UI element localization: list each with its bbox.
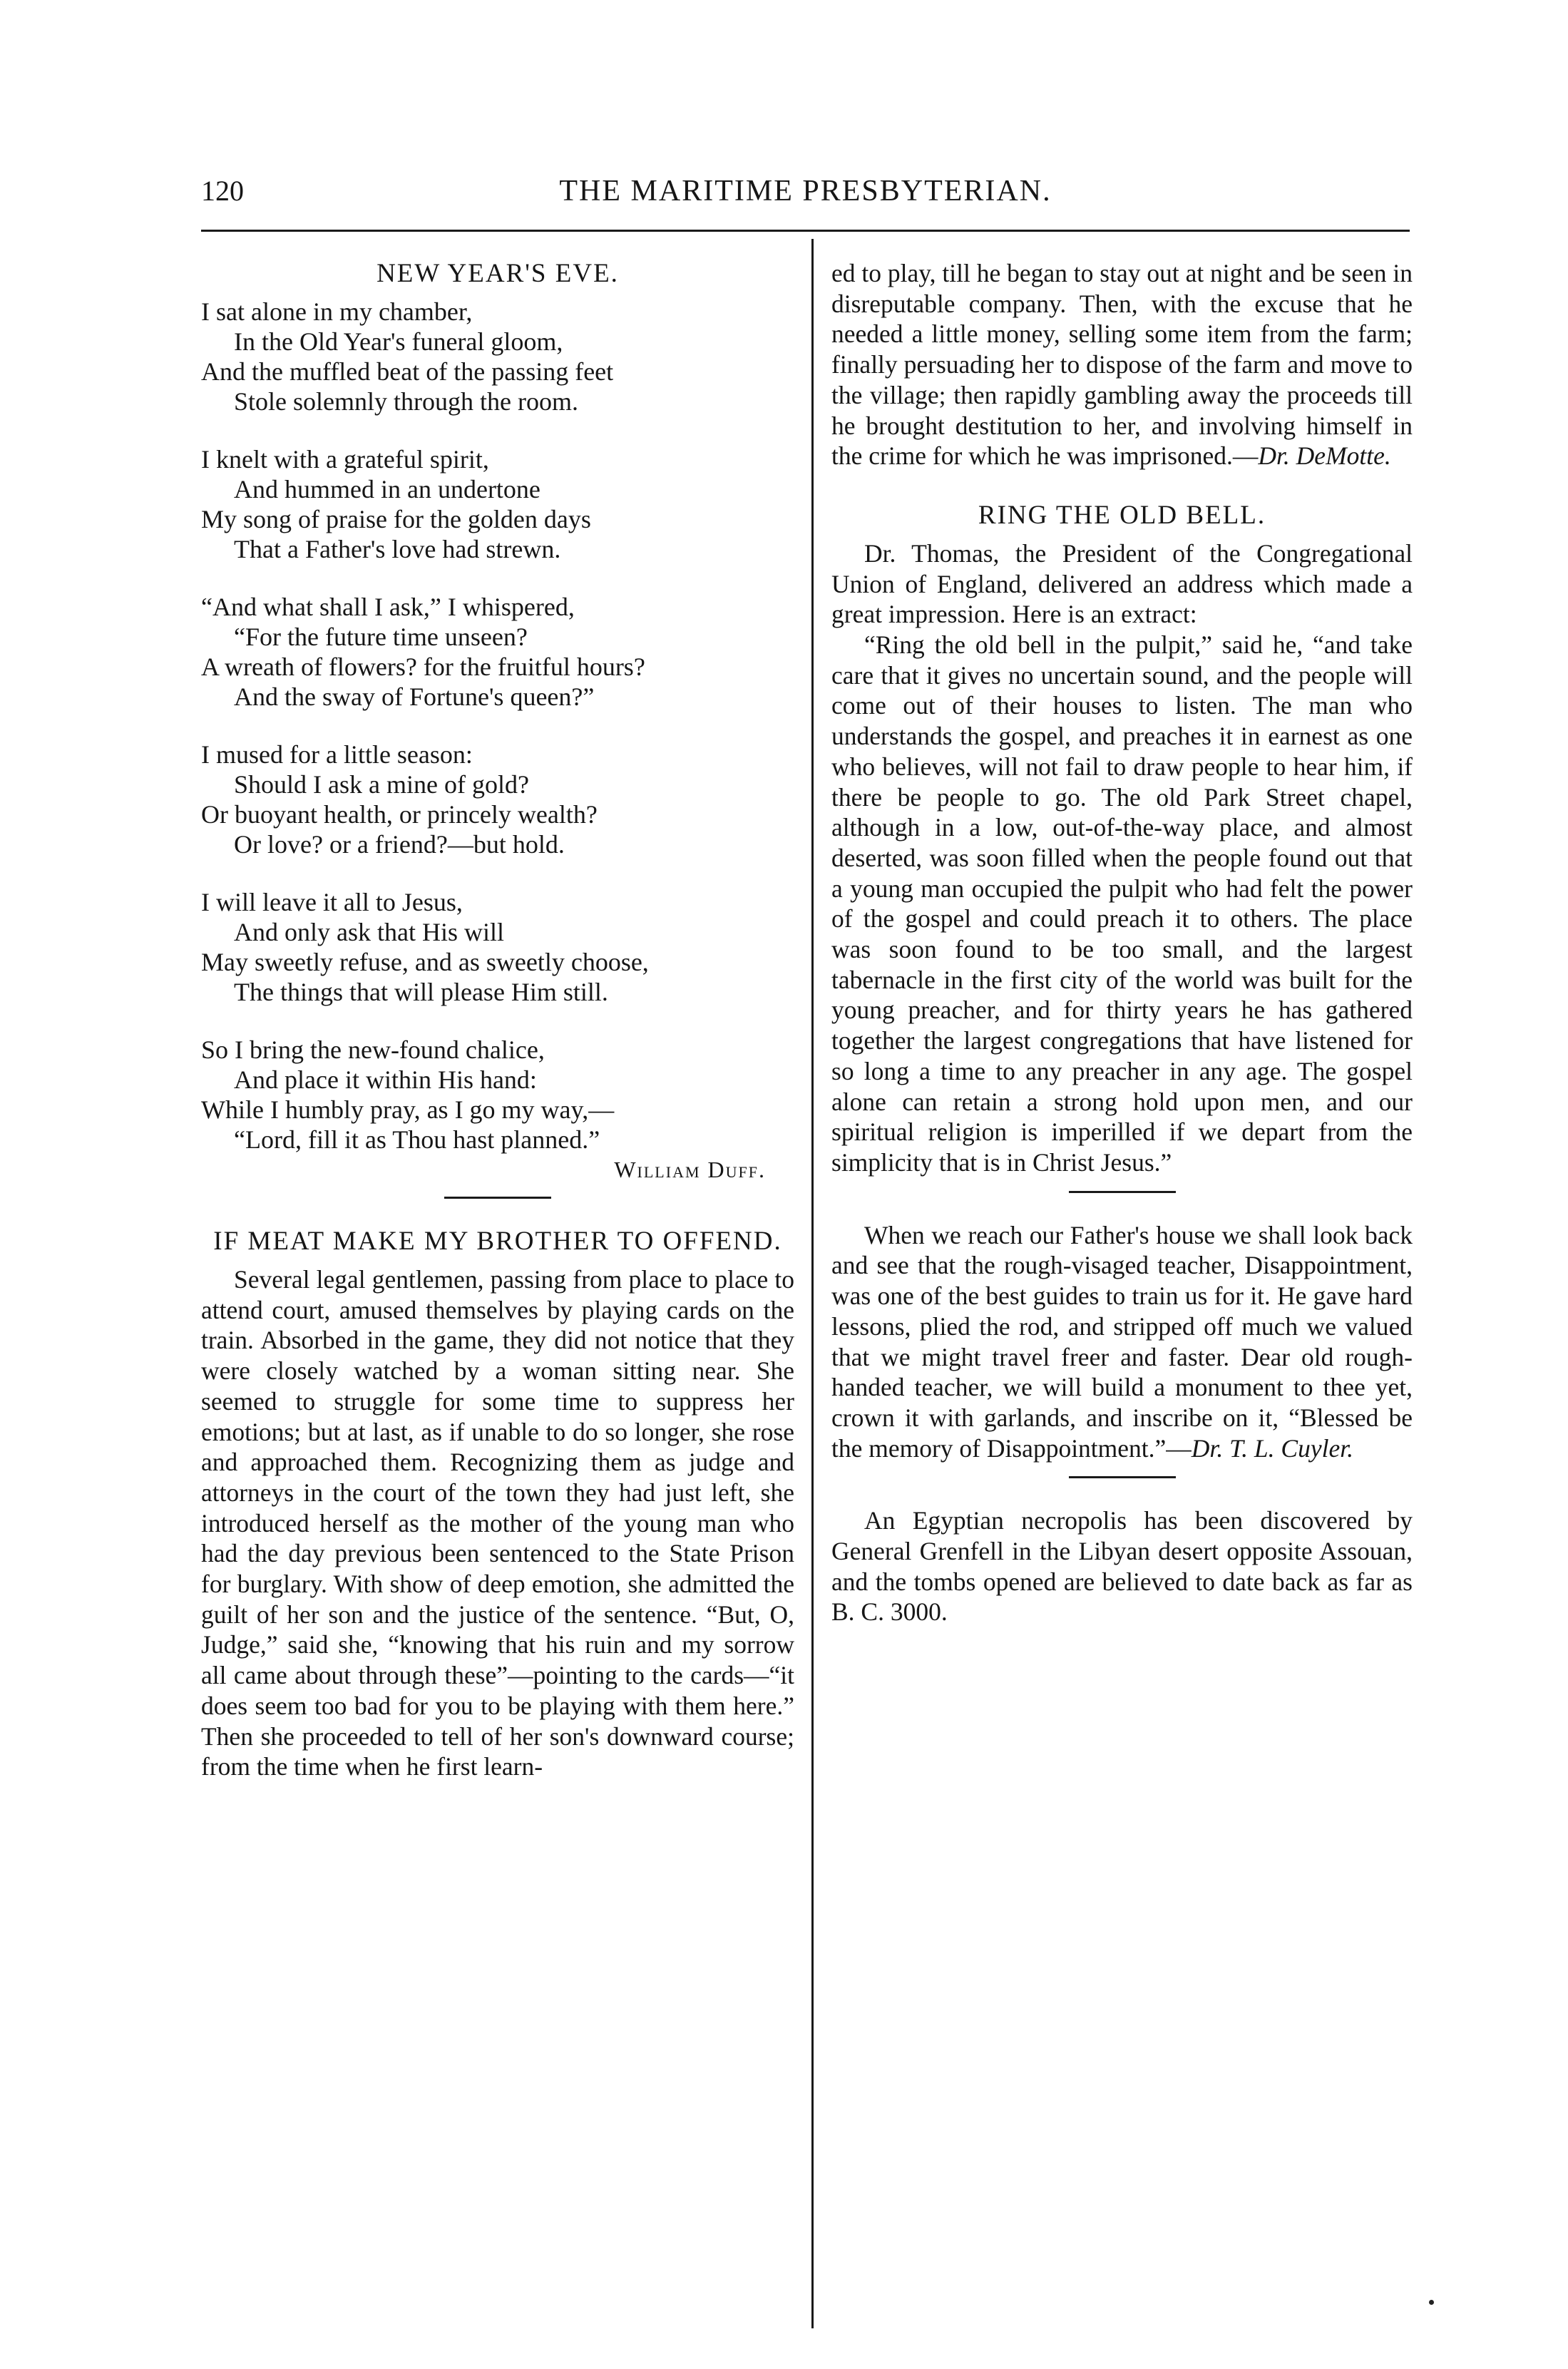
poem-line: Or love? or a friend?—but hold.	[234, 830, 565, 859]
article-paragraph: Several legal gentlemen, passing from place to place to attend court, amused themselves by playing cards on the train. Absorbed in the game, they did not notice that they were closely watched by a woman sitting near. She seemed to struggle for some time to suppress her emotions; but at last, as if unable to do so longer, she rose and approached them. Recognizing them as judge and attorneys in the court of the town they had just left, she introduced herself as the mother of the young man who had the day previous been sentenced to the State Prison for burglary. With show of deep emotion, she admitted the guilt of her son and the justice of the sentence. “But, O, Judge,” said she, “knowing that his ruin and my sorrow all came about through these”—pointing to the cards—“it does seem too bad for you to be playing with them here.” Then she proceeded to tell of her son's downward course; from the time when he first learn-	[201, 1265, 794, 1781]
article-continuation: ed to play, till he began to stay out at night and be seen in disreputable company. Then, with the excuse that he needed a little money, selling some item from the farm; finally persuading her to dispose of the farm and move to the village; then rapidly gambling away the proceeds till he brought destitution to her, and involving himself in the crime for which he was imprisoned.—	[831, 259, 1413, 471]
print-speck	[1429, 2300, 1434, 2305]
poem-title: NEW YEAR'S EVE.	[376, 259, 619, 288]
right-column	[831, 258, 1413, 1627]
poem-line: Or buoyant health, or princely wealth?	[201, 800, 598, 829]
column-divider	[811, 239, 814, 2328]
article-paragraph	[831, 1220, 1413, 1464]
poem-stanza-1	[201, 297, 794, 416]
citation: Dr. T. L. Cuyler.	[1191, 1433, 1353, 1463]
section-rule	[444, 1197, 551, 1199]
article-title: RING THE OLD BELL.	[978, 500, 1266, 530]
article-paragraph: Dr. Thomas, the President of the Congregational Union of England, delivered an address which made a great impression. Here is an extract:	[831, 538, 1413, 629]
poem-stanza-2	[201, 444, 794, 564]
poem-stanza-4	[201, 740, 794, 859]
article-text: When we reach our Father's house we shall look back and see that the rough-visaged teacher, Disappointment, was one of the best guides to train us for it. He gave hard lessons, plied the rod, and stripped off much we valued that we might travel freer and faster. Dear old rough-handed teacher, we will build a monument to thee yet, crown it with garlands, and inscribe on it, “Blessed be the memory of Disappointment.”—	[831, 1220, 1413, 1463]
poem-line: A wreath of flowers? for the fruitful hours?	[201, 653, 645, 681]
poem-line: The things that will please Him still.	[234, 978, 608, 1006]
poem-line: I will leave it all to Jesus,	[201, 888, 463, 916]
poem-stanza-5	[201, 887, 794, 1007]
poem-line: Should I ask a mine of gold?	[234, 770, 529, 799]
poem-line: And place it within His hand:	[234, 1065, 537, 1094]
running-title: THE MARITIME PRESBYTERIAN.	[559, 175, 1052, 208]
citation: Dr. DeMotte.	[1258, 441, 1391, 471]
article-paragraph: An Egyptian necropolis has been discovered by General Grenfell in the Libyan desert opposite Assouan, and the tombs opened are believed to date back as far as B. C. 3000.	[831, 1506, 1413, 1627]
poem-line: And the sway of Fortune's queen?”	[234, 682, 595, 711]
article-quote: “Ring the old bell in the pulpit,” said he, “and take care that it gives no uncertain sound, and the people will come out of their houses to listen. The man who understands the gospel, and preaches it in earnest as one who believes, will not fail to draw people to hear him, if there be people to go. The old Park Street chapel, although in a low, out-of-the-way place, and almost deserted, was soon filled when the people found out that a young man occupied the pulpit who had felt the power of the gospel and could preach it to others. The place was soon found to be too small, and the largest tabernacle in the first city of the world was built for the young preacher, and for thirty years he has gathered together the largest congregations that have listened for so long a time to any preacher in any age. The gospel alone can retain a strong hold upon men, and our spiritual religion is imperilled if we depart from the simplicity that is in Christ Jesus.”	[831, 630, 1413, 1177]
article-paragraph	[831, 258, 1413, 471]
page-header	[201, 174, 1410, 217]
section-rule	[1069, 1191, 1176, 1193]
poem-line: Stole solemnly through the room.	[234, 387, 578, 416]
page-number: 120	[201, 175, 244, 207]
poem-line: “Lord, fill it as Thou hast planned.”	[234, 1125, 600, 1154]
section-rule	[1069, 1476, 1176, 1478]
poem-line: That a Father's love had strewn.	[234, 535, 561, 563]
poem-line: May sweetly refuse, and as sweetly choose,	[201, 948, 649, 976]
poem-line: My song of praise for the golden days	[201, 505, 591, 533]
poem-line: And hummed in an undertone	[234, 475, 540, 503]
poem-line: And the muffled beat of the passing feet	[201, 357, 614, 386]
poem-line: While I humbly pray, as I go my way,—	[201, 1095, 615, 1124]
poem-line: “For the future time unseen?	[234, 623, 528, 651]
poem-line: I mused for a little season:	[201, 740, 473, 769]
poem-line: And only ask that His will	[234, 918, 504, 946]
article-title: IF MEAT MAKE MY BROTHER TO OFFEND.	[213, 1227, 782, 1256]
poem-line: I sat alone in my chamber,	[201, 297, 473, 326]
left-column	[201, 258, 794, 1782]
poem-line: In the Old Year's funeral gloom,	[234, 327, 563, 356]
poem-author: William Duff.	[614, 1157, 766, 1182]
poem-stanza-3	[201, 592, 794, 712]
header-rule	[201, 230, 1410, 232]
poem-line: “And what shall I ask,” I whispered,	[201, 593, 575, 621]
poem-line: So I bring the new-found chalice,	[201, 1035, 545, 1064]
poem-line: I knelt with a grateful spirit,	[201, 445, 489, 474]
poem-stanza-6	[201, 1035, 794, 1155]
